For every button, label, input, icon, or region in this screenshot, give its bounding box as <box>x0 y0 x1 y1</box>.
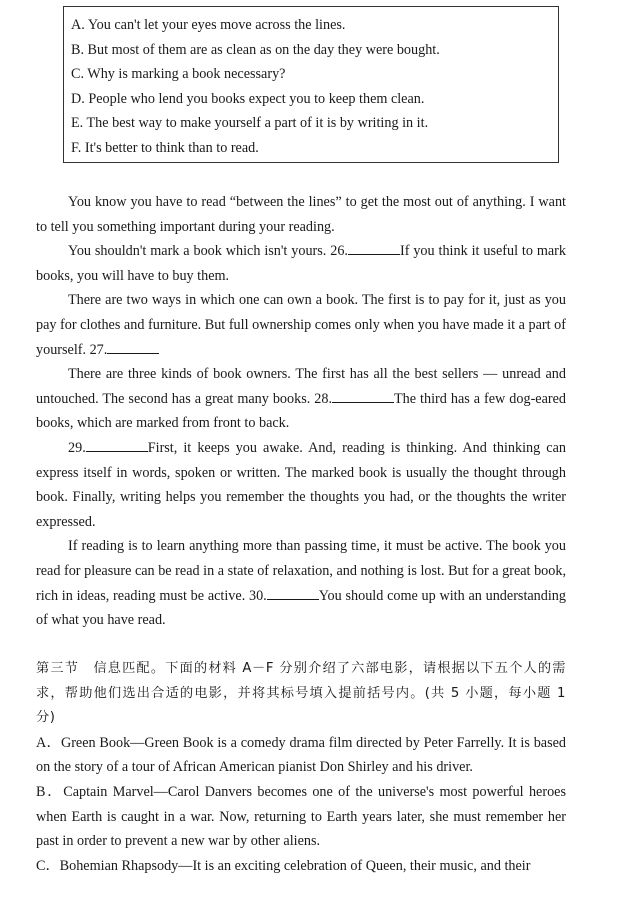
blank-27[interactable] <box>107 339 159 354</box>
paragraph-4-text-b: The third has a few dog-eared books, which are marked from front to back. <box>36 390 567 432</box>
reading-passage <box>36 190 566 633</box>
movie-item-b: B．Captain Marvel—Carol Danvers becomes one of the universe's most powerful heroes when Earth is caught in a war. Now, returning to Earth years later, she must remember her past in order to prevent a new war by other aliens. <box>36 783 566 850</box>
section-3 <box>36 657 566 878</box>
movie-item-a: A．Green Book—Green Book is a comedy drama film directed by Peter Farrelly. It is based on the story of a tour of African American pianist Don Shirley and his driver. <box>36 734 566 776</box>
blank-26[interactable] <box>348 240 400 255</box>
paragraph-1 <box>36 190 566 239</box>
paragraph-6-text-b: You should come up with an understanding of what you have read. <box>36 587 566 629</box>
option-e: E. The best way to make yourself a part of it is by writing in it. <box>71 115 429 132</box>
paragraph-3 <box>36 288 566 362</box>
option-d: D. People who lend you books expect you to keep them clean. <box>71 90 425 107</box>
options-box <box>63 6 559 163</box>
paragraph-6-text-a: If reading is to learn anything more than passing time, it must be active. The book you read for pleasure can be read in a state of relaxation, and nothing is lost. But for a great book, rich in ideas, reading must be active. 30. <box>36 538 566 604</box>
paragraph-5-text-a: 29. <box>68 439 86 456</box>
movie-item-c: C．Bohemian Rhapsody—It is an exciting celebration of Queen, their music, and their <box>36 857 531 874</box>
blank-30[interactable] <box>267 585 319 600</box>
paragraph-2-text-a: You shouldn't mark a book which isn't yours. 26. <box>68 243 348 260</box>
paragraph-5 <box>36 436 566 534</box>
blank-28[interactable] <box>332 388 394 403</box>
paragraph-2-text-b: If you think it useful to mark books, you will have to buy them. <box>36 243 566 284</box>
paragraph-5-text-b: First, it keeps you awake. And, reading is thinking. And thinking can express itself in words, spoken or written. The marked book is usually the thought through book. Finally, writing helps you remember the thoughts you had, or the thoughts the writer expressed. <box>36 439 566 530</box>
option-f: F. It's better to think than to read. <box>71 139 259 156</box>
option-b: B. But most of them are as clean as on the day they were bought. <box>71 41 440 58</box>
option-c: C. Why is marking a book necessary? <box>71 66 286 83</box>
option-a: A. You can't let your eyes move across the lines. <box>71 17 346 33</box>
paragraph-6 <box>36 534 566 632</box>
paragraph-4 <box>36 362 566 436</box>
paragraph-1-text: You know you have to read “between the lines” to get the most out of anything. I want to tell you something important during your reading. <box>36 194 566 235</box>
blank-29[interactable] <box>86 437 148 452</box>
paragraph-3-text: There are two ways in which one can own a book. The first is to pay for it, just as you pay for clothes and furniture. But full ownership comes only when you have made it a part of yourself. 27. <box>36 292 566 358</box>
paragraph-2 <box>36 239 566 288</box>
paragraph-4-text-a: There are three kinds of book owners. The first has all the best sellers — unread and untouched. The second has a great many books. 28. <box>36 366 566 407</box>
section-3-heading: 第三节 信息匹配。下面的材料 A－F 分别介绍了六部电影，请根据以下五个人的需求，帮助他们选出合适的电影，并将其标号填入提前括号内。(共 5 小题，每小题 1 分) <box>36 661 566 726</box>
